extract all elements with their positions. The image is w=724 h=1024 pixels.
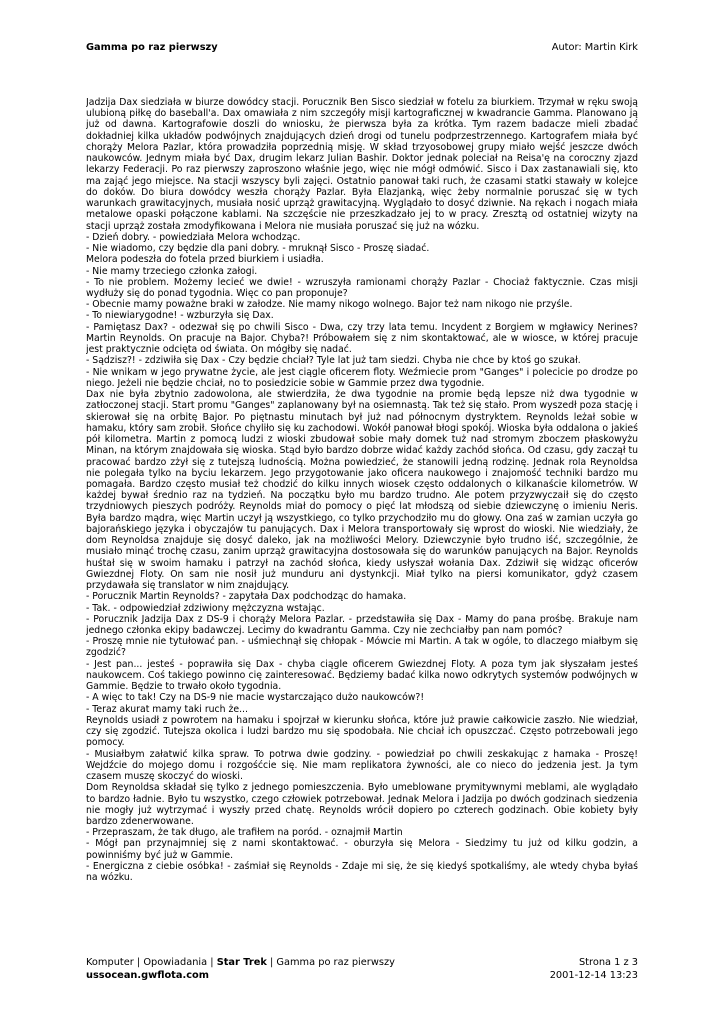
paragraph: - Nie wiadomo, czy będzie dla pani dobry. - mruknął Sisco - Proszę siadać. — [86, 243, 430, 255]
paragraph: Melora podeszła do fotela przed biurkiem i usiadła. — [86, 254, 324, 266]
paragraph: - Jest pan... jesteś - poprawiła się Dax - chyba ciągle oficerem Gwiezdnej Floty. A poza tym jak słyszałam jesteś naukowcem. Coś takiego powinno cię zainteresować. Będziemy badać kilka nowo odkrytych systemów podwójnych w Gammie. Będzie to trwało około tygodnia. — [86, 658, 638, 693]
paragraph: - Przepraszam, że tak długo, ale trafiłem na poród. - oznajmił Martin — [86, 827, 403, 839]
story-body — [86, 97, 638, 939]
paragraph: Dom Reynoldsa składał się tylko z jednego pomieszczenia. Było umeblowane prymitywnymi meblami, ale wyglądało to bardzo ładnie. Było tu wszystko, czego człowiek potrzebował. Jednak Melora i Jadzija po dwóch godzinach siedzenia nie mogły już wytrzymać i wyszły przed chatę. Reynolds wrócił dopiero po czterech godzinach. Obie kobiety były bardzo zdenerwowane. — [86, 782, 638, 827]
paragraph: - Obecnie mamy poważne braki w załodze. Nie mamy nikogo wolnego. Bajor też nam nikogo nie przyśle. — [86, 299, 573, 311]
document-author: Autor: Martin Kirk — [551, 42, 638, 53]
paragraph: - Nie wnikam w jego prywatne życie, ale jest ciągle oficerem floty. Weźmiecie prom "Ganges" i polecicie po drodze po niego. Jeżeli nie będzie chciał, no to posiedzicie sobie w Gammie przez dwa tygodnie. — [86, 366, 638, 389]
paragraph: - A więc to tak! Czy na DS-9 nie macie wystarczająco dużo naukowców?! — [86, 692, 425, 704]
footer-site — [86, 970, 395, 983]
paragraph: - Energiczna z ciebie osóbka! - zaśmiał się Reynolds - Zdaje mi się, że się kiedyś spotkaliśmy, ale wtedy chyba byłaś na wózku. — [86, 860, 638, 884]
paragraph: Reynolds usiadł z powrotem na hamaku i spojrzał w kierunku słońca, które już prawie całkowicie zaszło. Nie wiedział, czy się zgodzić. Tutejsza okolica i ludzi bardzo mu się spodobała. Nie chciał ich opuszczać. Często potrzebowali jego pomocy. — [86, 714, 638, 749]
paragraph: Dax nie była zbytnio zadowolona, ale stwierdziła, że dwa tygodnie na promie będą lepsze niż dwa tygodnie w zatłoczonej stacji. Start promu "Ganges" zaplanowany był na osiemnastą. Tak też się stało. Prom wyszedł poza stację i skierował się na orbitę Bajor. Po piętnastu minutach był już nad północnym dystryktem. Reynolds leżał sobie w hamaku, który sam zrobił. Słońce chyliło się ku zachodowi. Wokół panował błogi spokój. Wioska była oddalona o jakieś pół kilometra. Martin z pomocą ludzi z wioski zbudował sobie mały domek tuż nad stromym zboczem płaskowyżu Minan, na którym znajdowała się wioska. Stąd było bardzo dobrze widać każdy zachód słońca. Od czasu, gdy zaczął tu pracować bardzo zżył się z tutejszą ludnością. Można powiedzieć, że stanowili jedną rodzinę. Jednak rola Reynoldsa nie polegała tylko na byciu lekarzem. Jego przygotowanie jako oficera naukowego i znajomość techniki bardzo mu pomagała. Bardzo często musiał też chodzić do kilku innych wiosek często oddalonych o kilkanaście kilometrów. W każdej bywał średnio raz na tydzień. Na początku było mu bardzo trudno. Ale potem przyzwyczaił się do często trzydniowych pieszych podróży. Reynolds miał do pomocy o pięć lat młodszą od siebie dziewczynę o imieniu Neris. Była bardzo mądra, więc Martin uczył ją wszystkiego, co tylko przychodziło mu do głowy. Ona zaś w zamian uczyła go bajorańskiego języka i obyczajów tu panujących. Dax i Melora transportowały się wprost do wioski. Nie wiedziały, że dom Reynoldsa znajduje się dosyć daleko, jak na możliwości Melory. Dziewczynie było trudno iść, szczególnie, że musiało minąć trochę czasu, zanim uprząż grawitacyjna dostosowała się do warunków panujących na Bajor. Reynolds huśtał się w swoim hamaku i patrzył na zachód słońca, kiedy usłyszał wołania Dax. Zdziwił się widząc oficerów Gwiezdnej Floty. On sam nie nosił już munduru ani dystynkcji. Miał tylko na piersi komunikator, gdyż czasem przydawała się translator w nim znajdujący. — [86, 389, 638, 592]
paragraph: - Mógł pan przynajmniej się z nami skontaktować. - oburzyła się Melora - Siedzimy tu już od kilku godzin, a powinniśmy być już w Gammie. — [86, 838, 638, 861]
footer-left — [86, 957, 395, 982]
paragraph: - Nie mamy trzeciego członka załogi. — [86, 265, 258, 277]
footer-breadcrumb — [86, 957, 395, 970]
paragraph: - To niewiarygodne! - wzburzyła się Dax. — [86, 310, 274, 322]
paragraph: - Proszę mnie nie tytułować pan. - uśmiechnął się chłopak - Mówcie mi Martin. A tak w ogóle, to dlaczego miałbym się zgodzić? — [86, 636, 638, 659]
breadcrumb-category: Star Trek — [216, 957, 267, 968]
footer-right — [550, 957, 638, 982]
site-url: ussocean.gwflota.com — [86, 969, 209, 981]
print-date: 2001-12-14 13:23 — [549, 969, 638, 981]
paragraph: - Pamiętasz Dax? - odezwał się po chwili Sisco - Dwa, czy trzy lata temu. Incydent z Borgiem w mgławicy Nerines? Martin Reynolds. On pracuje na Bajor. Chyba?! Próbowałem się z nim skontaktować, ale w wiosce, w której pracuje jest praktycznie odcięta od świata. On mógłby się nadać. — [86, 321, 638, 356]
paragraph: - To nie problem. Możemy lecieć we dwie! - wzruszyła ramionami chorąży Pazlar - Chociaż faktycznie. Czas misji wydłuży się do ponad tygodnia. Więc co pan proponuje? — [86, 276, 638, 299]
paragraph: - Dzień dobry. - powiedziała Melora wchodząc. — [86, 231, 301, 243]
paragraph: Jadzija Dax siedziała w biurze dowódcy stacji. Porucznik Ben Sisco siedział w fotelu za biurkiem. Trzymał w ręku swoją ulubioną piłkę do baseball'a. Dax omawiała z nim szczegóły misji kartograficznej w kwadrancie Gamma. Planowano ją już od dawna. Kartografowie doszli do wniosku, że pierwsza była za krótka. Tym razem badacze mieli zbadać dokładniej kilka układów podwójnych znajdujących dzień drogi od tunelu podprzestrzennego. Kartografem miała być chorąży Melora Pazlar, która prowadziła poprzednią misję. W skład trzyosobowej grupy miało wejść jeszcze dwóch naukowców. Jednym miała być Dax, drugim lekarz Julian Bashir. Doktor jednak poleciał na Reisa'ę na coroczny zjazd lekarzy Federacji. Po raz pierwszy zaproszono właśnie jego, więc nie mógł odmówić. Sisco i Dax zastanawiali się, kto ma zająć jego miejsce. Na stacji wszyscy byli zajęci. Ostatnio panował taki ruch, że czasami statki stawały w kolejce do doków. Do biura dowódcy weszła chorąży Pazlar. Była Elazjanką, więc żeby normalnie poruszać się w tych warunkach grawitacyjnych, musiała nosić uprząż grawitacyjną. Wyglądało to dosyć dziwnie. Na rękach i nogach miała metalowe opaski połączone kablami. Na szczęście nie przeszkadzało jej to w pracy. Zresztą od ostatniej wizyty na stacji uprząż została zmodyfikowana i Melora nie musiała poruszać się już na wózku. — [86, 97, 638, 232]
breadcrumb-suffix: | Gamma po raz pierwszy — [266, 957, 395, 968]
paragraph: - Teraz akurat mamy taki ruch że... — [86, 703, 248, 715]
paragraph: - Porucznik Martin Reynolds? - zapytała Dax podchodząc do hamaka. — [86, 591, 407, 603]
paragraph: - Porucznik Jadzija Dax z DS-9 i chorąży Melora Pazlar. - przedstawiła się Dax - Mamy do pana prośbę. Brakuje nam jednego członka ekipy badawczej. Lecimy do kwadrantu Gamma. Czy nie zechciałby pan nam pomóc? — [86, 613, 638, 637]
paragraph: - Tak. - odpowiedział zdziwiony mężczyzna wstając. — [86, 602, 325, 614]
paragraph: - Musiałbym załatwić kilka spraw. To potrwa dwie godziny. - powiedział po chwili zeskakując z hamaka - Proszę! Wejdźcie do mojego domu i rozgośćcie się. Nie mam replikatora żywności, ale co nieco do jedzenia jest. Ja tym czasem muszę skoczyć do wioski. — [86, 748, 638, 783]
breadcrumb-prefix: Komputer | Opowiadania | — [86, 957, 217, 968]
document-title: Gamma po raz pierwszy — [86, 42, 218, 53]
page-number: Strona 1 z 3 — [578, 957, 638, 968]
paragraph: - Sądzisz?! - zdziwiła się Dax - Czy będzie chciał? Tyle lat już tam siedzi. Chyba nie chce by ktoś go szukał. — [86, 355, 581, 367]
